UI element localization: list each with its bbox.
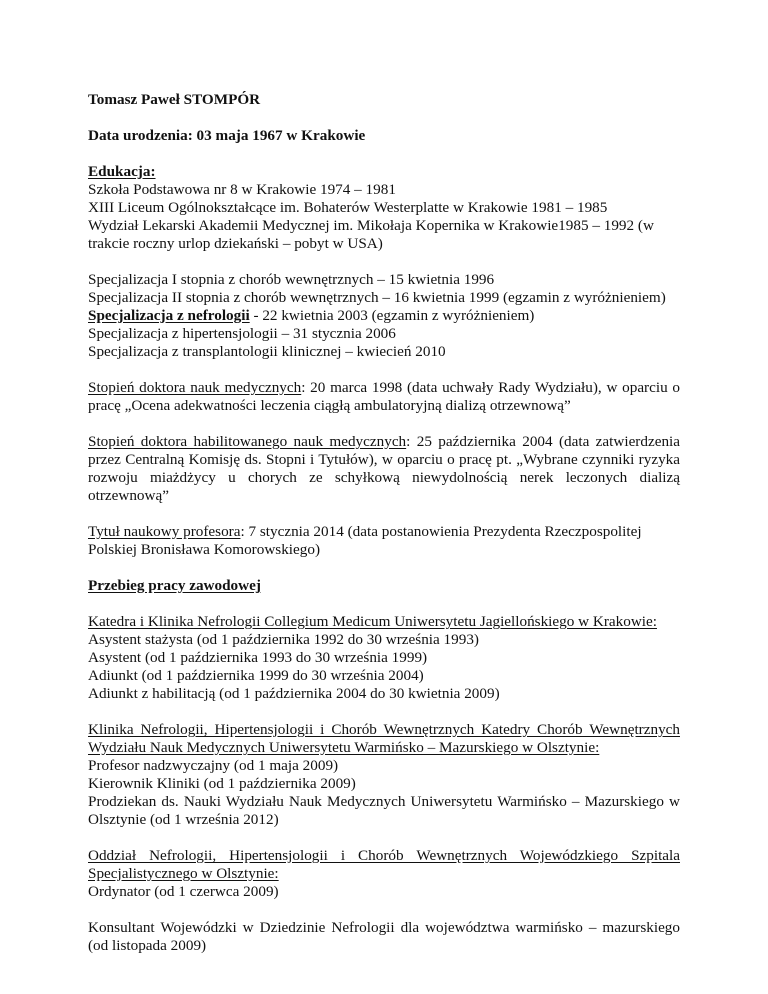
position-item: Prodziekan ds. Nauki Wydziału Nauk Medycznych Uniwersytetu Warmińsko – Mazurskiego w Olsztynie (od 1 września 2012) xyxy=(88,793,680,828)
education-item: Szkoła Podstawowa nr 8 w Krakowie 1974 – 1981 xyxy=(88,181,396,198)
employer-title: Klinika Nefrologii, Hipertensjologii i Chorób Wewnętrznych Katedry Chorób Wewnętrznych Wydziału Nauk Medycznych Uniwersytetu Warmińsko – Mazurskiego w Olsztynie: xyxy=(88,721,680,756)
specialization-nephrology-label: Specjalizacja z nefrologii xyxy=(88,307,250,324)
education-item: Wydział Lekarski Akademii Medycznej im. Mikołaja Kopernika w Krakowie1985 – 1992 (w trakcie roczny urlop dziekański – pobyt w USA) xyxy=(88,217,654,252)
education-heading: Edukacja: xyxy=(88,163,156,180)
position-item: Asystent stażysta (od 1 października 1992 do 30 września 1993) xyxy=(88,631,479,648)
phd-degree xyxy=(88,379,680,415)
position-item: Adiunkt (od 1 października 1999 do 30 września 2004) xyxy=(88,667,424,684)
position-item: Ordynator (od 1 czerwca 2009) xyxy=(88,883,279,900)
career-heading: Przebieg pracy zawodowej xyxy=(88,577,261,594)
habilitation-degree-text: : 25 października 2004 (data zatwierdzenia przez Centralną Komisję ds. Stopni i Tytułów), w oparciu o pracę pt. „Wybrane czynniki ryzyka rozwoju miażdżycy u chorych ze schyłkową niewydolnością nerek leczonych dializą otrzewnową” xyxy=(88,433,680,504)
specialization-nephrology xyxy=(88,307,680,325)
employer-title: Katedra i Klinika Nefrologii Collegium Medicum Uniwersytetu Jagiellońskiego w Krakowie: xyxy=(88,613,657,630)
birth-date: Data urodzenia: 03 maja 1967 w Krakowie xyxy=(88,127,366,144)
position-item: Profesor nadzwyczajny (od 1 maja 2009) xyxy=(88,757,339,774)
specialization-item: Specjalizacja z hipertensjologii – 31 stycznia 2006 xyxy=(88,325,396,342)
professor-title xyxy=(88,523,680,541)
position-item: Kierownik Kliniki (od 1 października 2009) xyxy=(88,775,356,792)
habilitation-degree xyxy=(88,433,680,505)
phd-degree-text: : 20 marca 1998 (data uchwały Rady Wydziału), w oparciu o pracę „Ocena adekwatności leczenia ciągłą ambulatoryjną dializą otrzewnową” xyxy=(88,379,680,414)
employer-title: Oddział Nefrologii, Hipertensjologii i Chorób Wewnętrznych Wojewódzkiego Szpitala Specjalistycznego w Olsztynie: xyxy=(88,847,680,882)
position-item: Adiunkt z habilitacją (od 1 października 2004 do 30 kwietnia 2009) xyxy=(88,685,500,702)
specialization-item: Specjalizacja I stopnia z chorób wewnętrznych – 15 kwietnia 1996 xyxy=(88,271,495,288)
professor-title-text: : 7 stycznia 2014 (data postanowienia Prezydenta Rzeczpospolitej xyxy=(240,523,642,540)
specialization-item: Specjalizacja z transplantologii klinicznej – kwiecień 2010 xyxy=(88,343,446,360)
professor-title-label: Tytuł naukowy profesora xyxy=(88,523,241,540)
education-item: XIII Liceum Ogólnokształcące im. Bohaterów Westerplatte w Krakowie 1981 – 1985 xyxy=(88,199,608,216)
position-item: Asystent (od 1 października 1993 do 30 września 1999) xyxy=(88,649,428,666)
specialization-item: Specjalizacja II stopnia z chorób wewnętrznych – 16 kwietnia 1999 (egzamin z wyróżnieniem) xyxy=(88,289,666,306)
cv-document xyxy=(88,91,680,955)
professor-title-continued: Polskiej Bronisława Komorowskiego) xyxy=(88,541,321,558)
specialization-nephrology-date: - 22 kwietnia 2003 (egzamin z wyróżnieniem) xyxy=(249,307,535,324)
habilitation-degree-label: Stopień doktora habilitowanego nauk medycznych xyxy=(88,433,407,450)
person-name: Tomasz Paweł STOMPÓR xyxy=(88,91,261,108)
consultant-role: Konsultant Wojewódzki w Dziedzinie Nefrologii dla województwa warmińsko – mazurskiego (od listopada 2009) xyxy=(88,919,680,954)
phd-degree-label: Stopień doktora nauk medycznych xyxy=(88,379,302,396)
